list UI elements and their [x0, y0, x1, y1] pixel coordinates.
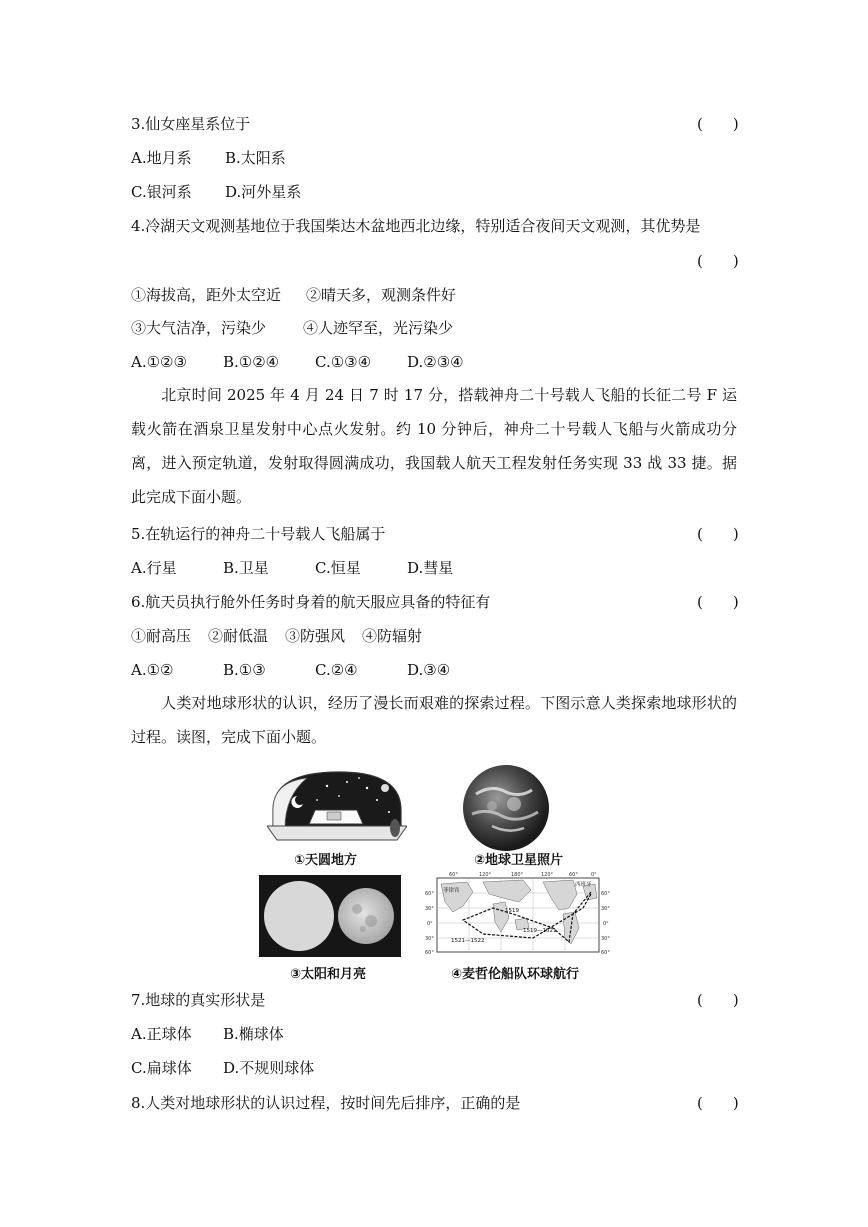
map-right-tick-2: 30°	[601, 906, 610, 912]
map-top-tick-5: 60°	[569, 872, 578, 878]
q3-options-row1	[131, 148, 286, 168]
sun-and-moon-photo	[259, 875, 401, 957]
figure-2-caption: ②地球卫星照片	[474, 853, 564, 868]
q6-option-a: A.①②	[131, 661, 174, 679]
q6-item-3: ③防强风	[285, 627, 346, 645]
map-left-tick-1: 60°	[425, 891, 434, 897]
map-left-tick-4: 30°	[425, 936, 434, 942]
q3-option-a: A.地月系	[131, 149, 192, 167]
map-top-tick-3: 180°	[511, 872, 524, 878]
q8-answer-paren: ( )	[697, 1094, 739, 1112]
q3-options-row2	[131, 182, 301, 202]
q3-option-b: B.太阳系	[225, 149, 286, 167]
map-label-spain: 西班牙	[575, 882, 592, 888]
q5-options	[131, 558, 453, 578]
passage-earth-shape-text: 人类对地球形状的认识，经历了漫长而艰难的探索过程。下图示意人类探索地球形状的过程。读图，完成下面小题。	[131, 694, 737, 746]
q5-option-a: A.行星	[131, 559, 177, 577]
q4-item-1: ①海拔高，距外太空近	[131, 286, 282, 304]
passage-earth-shape	[131, 686, 737, 754]
q6-item-2: ②耐低温	[208, 627, 269, 645]
passage-shenzhou-text: 北京时间 2025 年 4 月 24 日 7 时 17 分，搭载神舟二十号载人飞船的长征二号 F 运载火箭在酒泉卫星发射中心点火发射。约 10 分钟后，神舟二十号载人飞船与火箭成功分离，进入预定轨道，发射取得圆满成功，我国载人航天工程发射任务实现 33 战 33 捷。据此完成下面小题。	[131, 386, 737, 506]
q7-options-row1	[131, 1024, 284, 1044]
figure-1-caption: ①天圆地方	[294, 853, 358, 868]
map-top-tick-2: 120°	[479, 872, 492, 878]
map-label-1519-1521: 1519—1521	[523, 928, 557, 934]
map-label-1521-1522: 1521—1522	[451, 938, 485, 944]
dome-heaven-earth-figure	[267, 766, 407, 846]
q3-answer-paren: ( )	[697, 115, 739, 133]
map-right-tick-3: 0°	[603, 921, 609, 927]
map-top-tick-1: 60°	[449, 872, 458, 878]
q4-item-3: ③大气洁净，污染少	[131, 319, 267, 337]
q6-item-1: ①耐高压	[131, 627, 192, 645]
map-left-tick-3: 0°	[427, 921, 433, 927]
q6-answer-paren: ( )	[697, 593, 739, 611]
q6-option-d: D.③④	[407, 661, 451, 679]
q6-option-b: B.①③	[223, 661, 266, 679]
map-right-tick-5: 60°	[601, 950, 610, 956]
q5-option-c: C.恒星	[315, 559, 361, 577]
q4-item-2: ②晴天多，观测条件好	[306, 286, 457, 304]
q5-stem: 5.在轨运行的神舟二十号载人飞船属于	[131, 525, 386, 543]
figure-3-caption: ③太阳和月亮	[290, 967, 367, 982]
q8-stem: 8.人类对地球形状的认识过程，按时间先后排序，正确的是	[131, 1094, 521, 1112]
q7-option-a: A.正球体	[131, 1025, 192, 1043]
q7-options-row2	[131, 1058, 314, 1078]
map-left-tick-5: 60°	[425, 950, 434, 956]
q5-option-b: B.卫星	[223, 559, 269, 577]
figure-4-caption: ④麦哲伦船队环球航行	[451, 967, 580, 982]
q4-option-a: A.①②③	[131, 353, 187, 371]
q7-option-d: D.不规则球体	[223, 1059, 315, 1077]
q7-answer-paren: ( )	[697, 991, 739, 1009]
map-label-1519: 1519	[505, 908, 519, 914]
q7-stem: 7.地球的真实形状是	[131, 991, 266, 1009]
q4-stem: 4.冷湖天文观测基地位于我国柴达木盆地西北边缘，特别适合夜间天文观测，其优势是	[131, 217, 701, 235]
q6-option-c: C.②④	[315, 661, 358, 679]
map-top-tick-6: 0°	[591, 872, 597, 878]
q4-option-c: C.①③④	[315, 353, 372, 371]
q4-items-row2	[131, 318, 453, 338]
q7-option-b: B.椭球体	[223, 1025, 284, 1043]
earth-satellite-photo	[462, 764, 550, 852]
map-right-tick-4: 30°	[601, 936, 610, 942]
q4-option-d: D.②③④	[407, 353, 464, 371]
q3-stem: 3.仙女座星系位于	[131, 115, 251, 133]
map-label-philippines: 菲律宾	[443, 888, 460, 894]
q3-option-c: C.银河系	[131, 183, 192, 201]
q6-options	[131, 660, 450, 680]
map-top-tick-4: 120°	[541, 872, 554, 878]
magellan-route-map	[423, 868, 613, 960]
q4-answer-paren: ( )	[697, 252, 739, 270]
q7-option-c: C.扁球体	[131, 1059, 192, 1077]
q4-item-4: ④人迹罕至，光污染少	[303, 319, 454, 337]
q4-options	[131, 352, 464, 372]
q3-option-d: D.河外星系	[225, 183, 302, 201]
map-right-tick-1: 60°	[601, 891, 610, 897]
q6-item-4: ④防辐射	[362, 627, 423, 645]
q4-option-b: B.①②④	[223, 353, 280, 371]
q6-items	[131, 626, 422, 646]
q6-stem: 6.航天员执行舱外任务时身着的航天服应具备的特征有	[131, 593, 491, 611]
map-left-tick-2: 30°	[425, 906, 434, 912]
passage-shenzhou	[131, 378, 737, 514]
q4-items-row1	[131, 285, 456, 305]
q5-answer-paren: ( )	[697, 525, 739, 543]
q5-option-d: D.彗星	[407, 559, 454, 577]
